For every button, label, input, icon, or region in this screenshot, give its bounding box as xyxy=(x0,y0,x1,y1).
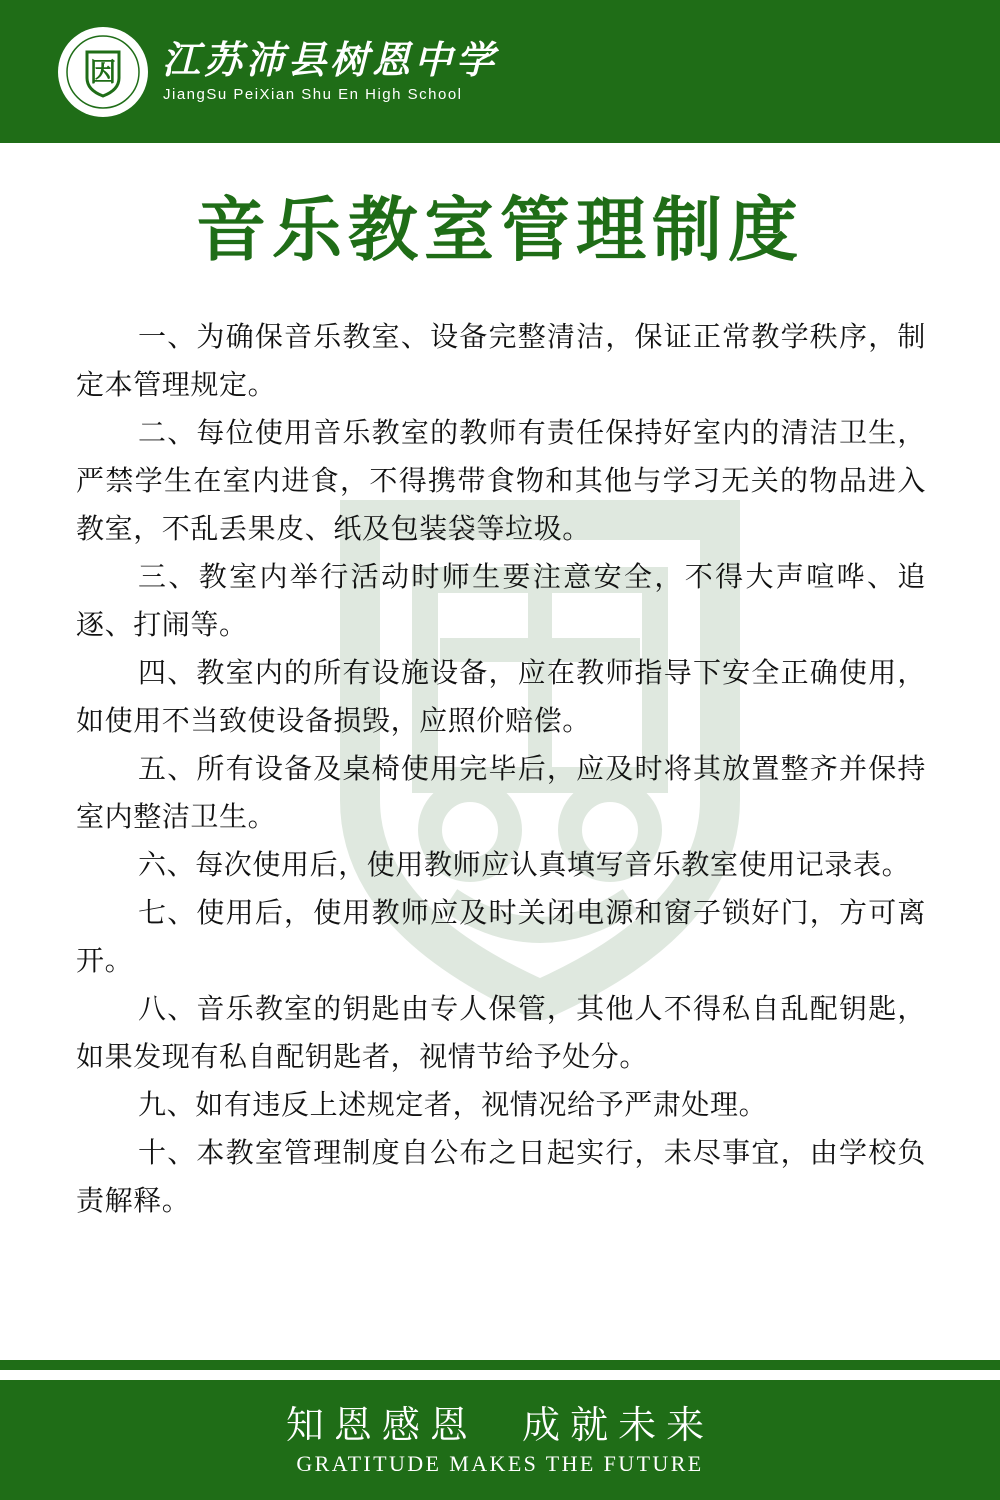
rule-item: 五、所有设备及桌椅使用完毕后，应及时将其放置整齐并保持室内整洁卫生。 xyxy=(76,752,926,833)
slogan-cn: 知恩感恩 成就未来 xyxy=(285,1403,715,1447)
rules-list xyxy=(76,313,926,1225)
school-name-en: JiangSu PeiXian Shu En High School xyxy=(163,86,463,103)
school-logo-icon xyxy=(57,26,149,118)
page-title: 音乐教室管理制度 xyxy=(196,189,804,271)
rule-item: 七、使用后，使用教师应及时关闭电源和窗子锁好门，方可离开。 xyxy=(76,896,926,977)
rule-item: 十、本教室管理制度自公布之日起实行，未尽事宜，由学校负责解释。 xyxy=(76,1136,926,1217)
rule-item: 八、音乐教室的钥匙由专人保管，其他人不得私自乱配钥匙，如果发现有私自配钥匙者，视情节给予处分。 xyxy=(76,992,926,1073)
rule-item: 二、每位使用音乐教室的教师有责任保持好室内的清洁卫生，严禁学生在室内进食，不得携带食物和其他与学习无关的物品进入教室，不乱丢果皮、纸及包装袋等垃圾。 xyxy=(76,416,926,545)
rule-item: 九、如有违反上述规定者，视情况给予严肃处理。 xyxy=(138,1088,768,1121)
rule-item: 六、每次使用后，使用教师应认真填写音乐教室使用记录表。 xyxy=(138,848,911,881)
school-name-cn: 江苏沛县树恩中学 xyxy=(162,37,499,82)
rule-item: 四、教室内的所有设施设备，应在教师指导下安全正确使用，如使用不当致使设备损毁，应照价赔偿。 xyxy=(76,656,926,737)
footer-divider xyxy=(0,1360,1000,1370)
slogan-en: GRATITUDE MAKES THE FUTURE xyxy=(296,1451,704,1476)
logo-char: 因 xyxy=(89,58,117,88)
header-band xyxy=(0,0,1000,143)
rule-item: 三、教室内举行活动时师生要注意安全，不得大声喧哗、追逐、打闹等。 xyxy=(76,560,926,641)
rule-item: 一、为确保音乐教室、设备完整清洁，保证正常教学秩序，制定本管理规定。 xyxy=(76,320,926,401)
